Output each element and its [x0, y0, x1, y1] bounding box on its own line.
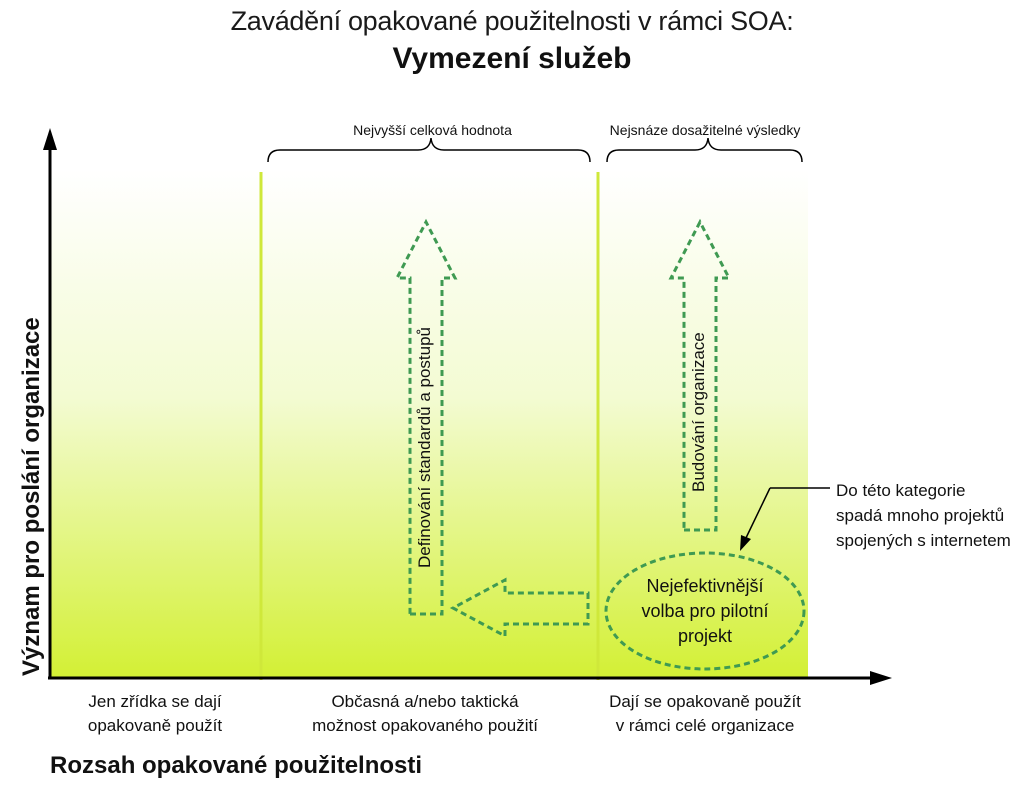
- bracket-left: [268, 138, 590, 162]
- x-category-3: [595, 690, 815, 738]
- x-axis-arrowhead: [870, 671, 892, 685]
- x-category-1-line-1: Jen zřídka se dají: [88, 692, 222, 711]
- title-line-2: Vymezení služeb: [392, 42, 632, 75]
- y-axis-arrowhead: [43, 128, 57, 150]
- callout-line-1: Do této kategorie: [836, 481, 966, 500]
- x-category-2-line-1: Občasná a/nebo taktická: [331, 692, 519, 711]
- y-axis-title: Význam pro poslání organizace: [18, 317, 45, 676]
- bracket-right: [607, 138, 802, 162]
- ellipse-line-2: volba pro pilotní: [641, 601, 769, 621]
- ellipse-text: [620, 574, 790, 649]
- x-axis-title: Rozsah opakované použitelnosti: [50, 752, 423, 779]
- title-line-1: Zavádění opakované použitelnosti v rámci SOA:: [230, 6, 794, 36]
- x-category-3-line-1: Dají se opakovaně použít: [609, 692, 801, 711]
- arrow-middle-label: Definování standardů a postupů: [415, 326, 434, 568]
- callout-text: [836, 478, 1011, 553]
- callout-line-3: spojených s internetem: [836, 531, 1011, 550]
- arrow-right-label: Budování organizace: [689, 332, 708, 492]
- ellipse-line-1: Nejefektivnější: [646, 576, 764, 596]
- bracket-left-label: Nejvyšší celková hodnota: [353, 122, 512, 138]
- callout-line-2: spadá mnoho projektů: [836, 506, 1005, 525]
- x-category-2-line-2: možnost opakovaného použití: [312, 716, 538, 735]
- x-category-1: [55, 690, 255, 738]
- x-category-3-line-2: v rámci celé organizace: [615, 716, 795, 735]
- x-category-2: [280, 690, 570, 738]
- x-category-1-line-2: opakovaně použít: [87, 716, 223, 735]
- bracket-right-label: Nejsnáze dosažitelné výsledky: [609, 122, 801, 138]
- ellipse-line-3: projekt: [677, 626, 733, 646]
